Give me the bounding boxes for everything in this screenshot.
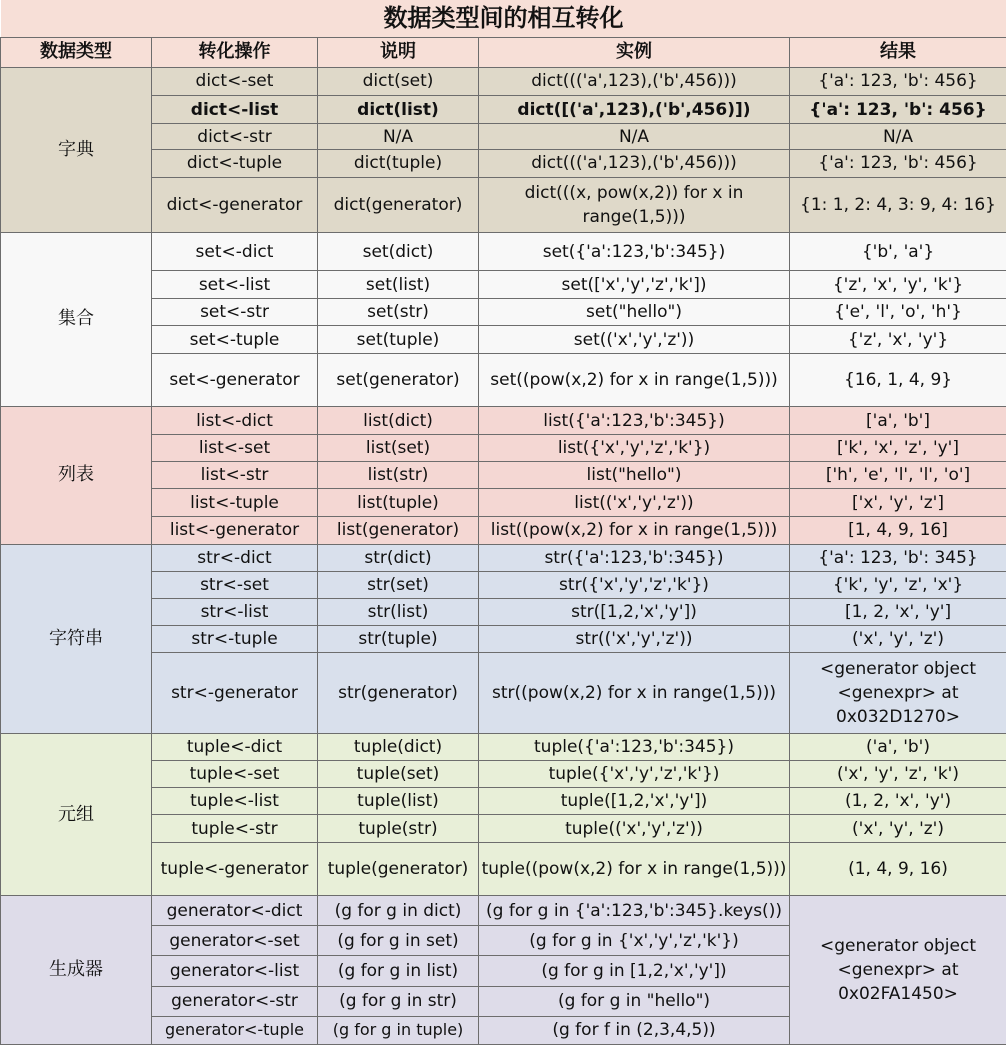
- description-cell: list(dict): [318, 407, 479, 435]
- description-cell: (g for g in list): [318, 956, 479, 986]
- description-cell: (g for g in set): [318, 926, 479, 956]
- result-cell: {'e', 'l', 'o', 'h'}: [790, 299, 1006, 326]
- example-cell: tuple((pow(x,2) for x in range(1,5))): [479, 842, 790, 895]
- result-cell: ('x', 'y', 'z', 'k'): [790, 761, 1006, 788]
- operation-cell: dict<-set: [152, 67, 318, 95]
- operation-cell: generator<-set: [152, 926, 318, 956]
- example-cell: dict(((x, pow(x,2)) for x in range(1,5))): [479, 177, 790, 232]
- example-cell: (g for g in {'x','y','z','k'}): [479, 926, 790, 956]
- type-label-list: 列表: [1, 407, 152, 545]
- description-cell: list(str): [318, 462, 479, 489]
- operation-cell: list<-set: [152, 435, 318, 462]
- table-row: [1, 544, 1006, 571]
- description-cell: set(tuple): [318, 326, 479, 353]
- example-cell: dict((('a',123),('b',456))): [479, 67, 790, 95]
- result-cell: ['x', 'y', 'z']: [790, 489, 1006, 516]
- result-cell: ('a', 'b'): [790, 734, 1006, 761]
- type-label-dict: 字典: [1, 67, 152, 232]
- operation-cell: set<-generator: [152, 353, 318, 406]
- type-label-str: 字符串: [1, 544, 152, 733]
- result-cell: ['a', 'b']: [790, 407, 1006, 435]
- operation-cell: generator<-dict: [152, 896, 318, 926]
- description-cell: N/A: [318, 124, 479, 150]
- group-str: [1, 544, 1006, 733]
- description-cell: (g for g in tuple): [318, 1016, 479, 1044]
- operation-cell: list<-tuple: [152, 489, 318, 516]
- operation-cell: str<-tuple: [152, 626, 318, 653]
- description-cell: str(tuple): [318, 626, 479, 653]
- result-cell: ('x', 'y', 'z'): [790, 815, 1006, 842]
- group-list: [1, 407, 1006, 545]
- description-cell: tuple(str): [318, 815, 479, 842]
- table-row: [1, 462, 1006, 489]
- operation-cell: dict<-tuple: [152, 150, 318, 177]
- description-cell: list(generator): [318, 516, 479, 544]
- example-cell: list(('x','y','z')): [479, 489, 790, 516]
- table-row: [1, 572, 1006, 599]
- operation-cell: tuple<-generator: [152, 842, 318, 895]
- example-cell: dict((('a',123),('b',456))): [479, 150, 790, 177]
- table-row: [1, 67, 1006, 95]
- operation-cell: str<-dict: [152, 544, 318, 571]
- operation-cell: generator<-str: [152, 986, 318, 1016]
- example-cell: str([1,2,'x','y']): [479, 599, 790, 626]
- description-cell: dict(list): [318, 96, 479, 124]
- example-cell: (g for g in "hello"): [479, 986, 790, 1016]
- result-cell: {'a': 123, 'b': 456}: [790, 96, 1006, 124]
- result-cell: (1, 4, 9, 16): [790, 842, 1006, 895]
- operation-cell: tuple<-set: [152, 761, 318, 788]
- example-cell: (g for f in (2,3,4,5)): [479, 1016, 790, 1044]
- table-row: [1, 299, 1006, 326]
- operation-cell: str<-generator: [152, 653, 318, 734]
- description-cell: tuple(list): [318, 788, 479, 815]
- example-cell: str({'x','y','z','k'}): [479, 572, 790, 599]
- result-cell: ('x', 'y', 'z'): [790, 626, 1006, 653]
- table-row: [1, 353, 1006, 406]
- example-cell: dict([('a',123),('b',456)]): [479, 96, 790, 124]
- table-row: [1, 177, 1006, 232]
- result-cell: (1, 2, 'x', 'y'): [790, 788, 1006, 815]
- result-cell: ['k', 'x', 'z', 'y']: [790, 435, 1006, 462]
- table-row: [1, 326, 1006, 353]
- header-data-type: 数据类型: [1, 37, 152, 67]
- description-cell: list(set): [318, 435, 479, 462]
- result-cell: N/A: [790, 124, 1006, 150]
- table-row: [1, 516, 1006, 544]
- table-row: [1, 734, 1006, 761]
- operation-cell: tuple<-dict: [152, 734, 318, 761]
- example-cell: set({'a':123,'b':345}): [479, 232, 790, 270]
- example-cell: list({'a':123,'b':345}): [479, 407, 790, 435]
- table-row: [1, 124, 1006, 150]
- description-cell: str(generator): [318, 653, 479, 734]
- type-label-tuple: 元组: [1, 734, 152, 896]
- result-cell: [1, 4, 9, 16]: [790, 516, 1006, 544]
- header-operation: 转化操作: [152, 37, 318, 67]
- operation-cell: dict<-str: [152, 124, 318, 150]
- description-cell: tuple(set): [318, 761, 479, 788]
- group-tuple: [1, 734, 1006, 896]
- operation-cell: list<-dict: [152, 407, 318, 435]
- description-cell: tuple(dict): [318, 734, 479, 761]
- example-cell: tuple([1,2,'x','y']): [479, 788, 790, 815]
- operation-cell: dict<-list: [152, 96, 318, 124]
- description-cell: set(dict): [318, 232, 479, 270]
- table-row: [1, 842, 1006, 895]
- table-row: [1, 761, 1006, 788]
- example-cell: tuple({'x','y','z','k'}): [479, 761, 790, 788]
- example-cell: list({'x','y','z','k'}): [479, 435, 790, 462]
- description-cell: str(list): [318, 599, 479, 626]
- description-cell: (g for g in str): [318, 986, 479, 1016]
- result-cell: {'z', 'x', 'y', 'k'}: [790, 271, 1006, 299]
- operation-cell: generator<-tuple: [152, 1016, 318, 1044]
- example-cell: set(('x','y','z')): [479, 326, 790, 353]
- result-cell-generator: <generator object <genexpr> at 0x02FA1450>: [790, 896, 1006, 1045]
- description-cell: dict(tuple): [318, 150, 479, 177]
- example-cell: N/A: [479, 124, 790, 150]
- result-cell: {'a': 123, 'b': 456}: [790, 150, 1006, 177]
- result-cell: {'k', 'y', 'z', 'x'}: [790, 572, 1006, 599]
- operation-cell: list<-generator: [152, 516, 318, 544]
- table-row: [1, 435, 1006, 462]
- header-example: 实例: [479, 37, 790, 67]
- table-row: [1, 232, 1006, 270]
- table-row: [1, 896, 1006, 926]
- example-cell: list((pow(x,2) for x in range(1,5))): [479, 516, 790, 544]
- description-cell: str(set): [318, 572, 479, 599]
- result-cell: <generator object <genexpr> at 0x032D1270>: [790, 653, 1006, 734]
- example-cell: tuple(('x','y','z')): [479, 815, 790, 842]
- table-row: [1, 626, 1006, 653]
- description-cell: set(generator): [318, 353, 479, 406]
- operation-cell: generator<-list: [152, 956, 318, 986]
- operation-cell: set<-list: [152, 271, 318, 299]
- description-cell: set(list): [318, 271, 479, 299]
- result-cell: {16, 1, 4, 9}: [790, 353, 1006, 406]
- operation-cell: list<-str: [152, 462, 318, 489]
- group-dict: [1, 67, 1006, 232]
- table-row: [1, 96, 1006, 124]
- operation-cell: dict<-generator: [152, 177, 318, 232]
- type-label-set: 集合: [1, 232, 152, 406]
- group-generator: [1, 896, 1006, 1045]
- result-cell: ['h', 'e', 'l', 'l', 'o']: [790, 462, 1006, 489]
- result-cell: {'z', 'x', 'y'}: [790, 326, 1006, 353]
- description-cell: dict(generator): [318, 177, 479, 232]
- example-cell: (g for g in {'a':123,'b':345}.keys()): [479, 896, 790, 926]
- example-cell: str({'a':123,'b':345}): [479, 544, 790, 571]
- description-cell: (g for g in dict): [318, 896, 479, 926]
- table-row: [1, 599, 1006, 626]
- example-cell: set("hello"): [479, 299, 790, 326]
- operation-cell: str<-set: [152, 572, 318, 599]
- table-row: [1, 788, 1006, 815]
- description-cell: str(dict): [318, 544, 479, 571]
- result-cell: {'b', 'a'}: [790, 232, 1006, 270]
- example-cell: str(('x','y','z')): [479, 626, 790, 653]
- description-cell: list(tuple): [318, 489, 479, 516]
- description-cell: set(str): [318, 299, 479, 326]
- operation-cell: str<-list: [152, 599, 318, 626]
- example-cell: list("hello"): [479, 462, 790, 489]
- operation-cell: set<-dict: [152, 232, 318, 270]
- result-cell: {1: 1, 2: 4, 3: 9, 4: 16}: [790, 177, 1006, 232]
- example-cell: set((pow(x,2) for x in range(1,5))): [479, 353, 790, 406]
- example-cell: tuple({'a':123,'b':345}): [479, 734, 790, 761]
- description-cell: dict(set): [318, 67, 479, 95]
- table-row: [1, 150, 1006, 177]
- operation-cell: set<-tuple: [152, 326, 318, 353]
- example-cell: str((pow(x,2) for x in range(1,5))): [479, 653, 790, 734]
- header-result: 结果: [790, 37, 1006, 67]
- table-title: 数据类型间的相互转化: [1, 0, 1006, 37]
- operation-cell: tuple<-str: [152, 815, 318, 842]
- example-cell: set(['x','y','z','k']): [479, 271, 790, 299]
- table-row: [1, 815, 1006, 842]
- result-cell: {'a': 123, 'b': 345}: [790, 544, 1006, 571]
- table-row: [1, 407, 1006, 435]
- operation-cell: set<-str: [152, 299, 318, 326]
- operation-cell: tuple<-list: [152, 788, 318, 815]
- group-set: [1, 232, 1006, 406]
- table-row: [1, 271, 1006, 299]
- result-cell: {'a': 123, 'b': 456}: [790, 67, 1006, 95]
- table-row: [1, 653, 1006, 734]
- description-cell: tuple(generator): [318, 842, 479, 895]
- type-label-generator: 生成器: [1, 896, 152, 1045]
- table-row: [1, 489, 1006, 516]
- example-cell: (g for g in [1,2,'x','y']): [479, 956, 790, 986]
- header-description: 说明: [318, 37, 479, 67]
- result-cell: [1, 2, 'x', 'y']: [790, 599, 1006, 626]
